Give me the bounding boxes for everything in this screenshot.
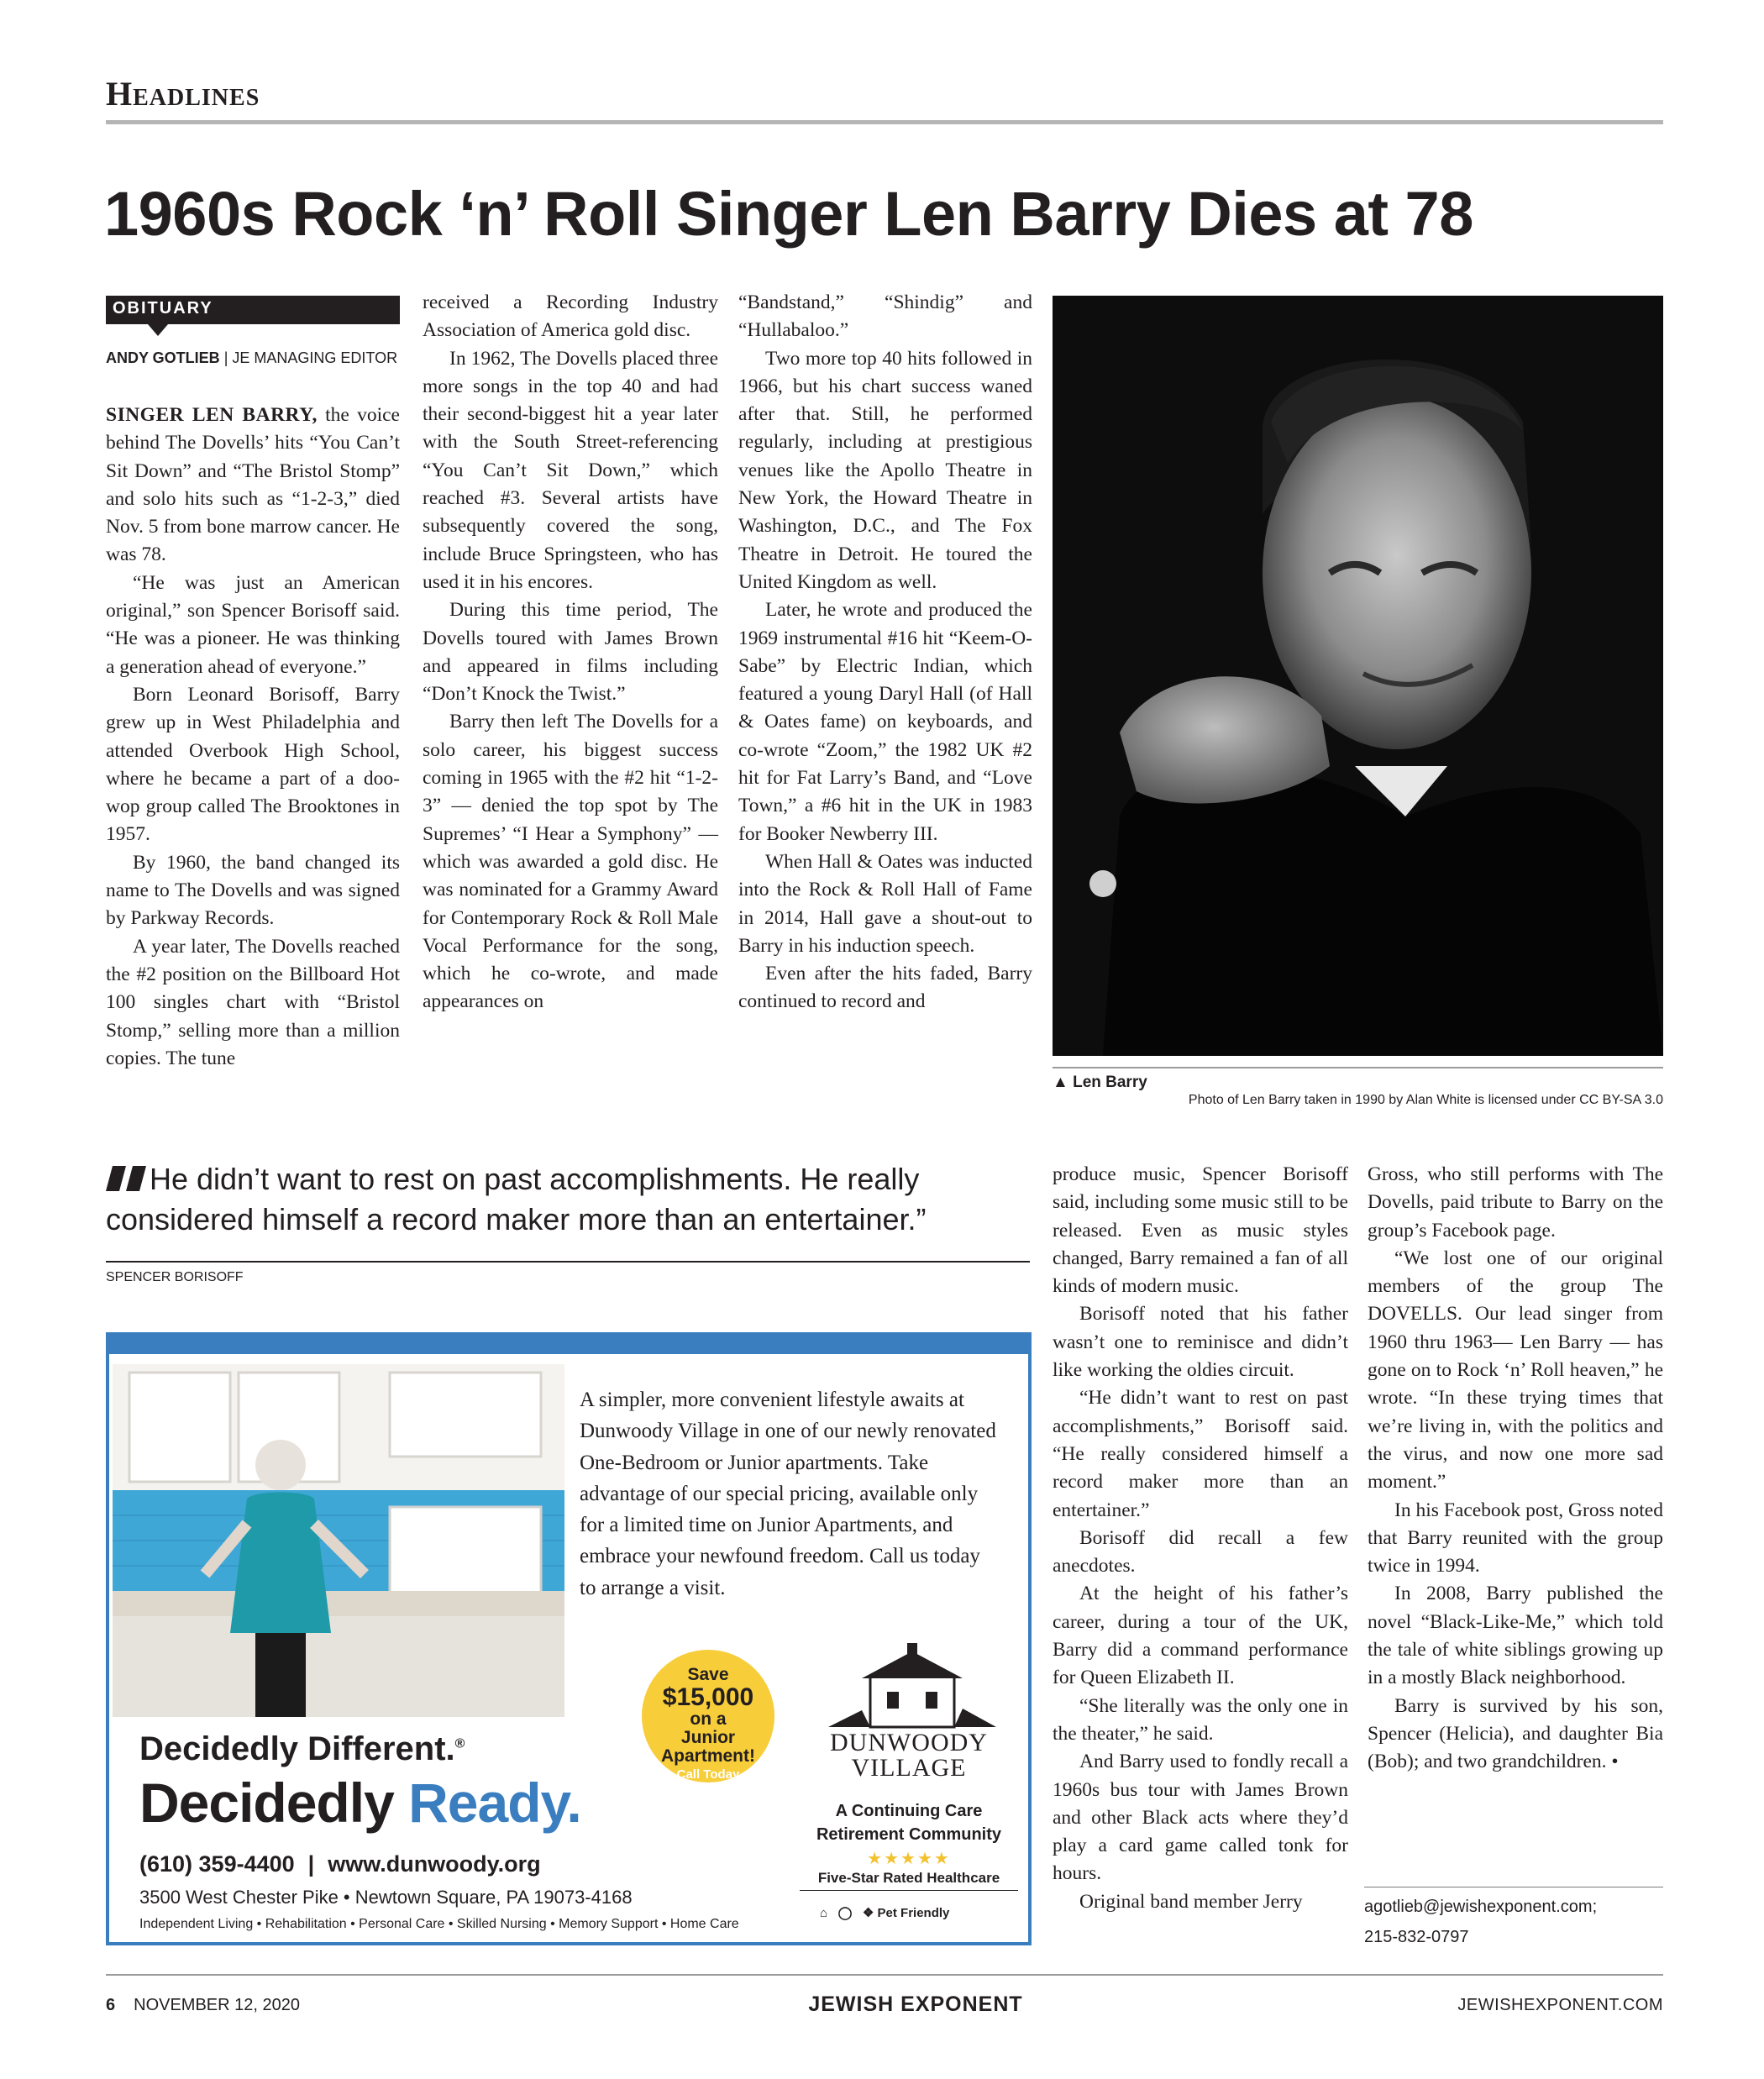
- byline-author: ANDY GOTLIEB: [106, 349, 220, 366]
- ad-phone[interactable]: (610) 359-4400: [139, 1851, 295, 1877]
- ad-body-copy: A simpler, more convenient lifestyle awaits at Dunwoody Village in one of our newly renovated One-Bedroom or Junior apartments. Take advantage of our special pricing, available only for a limited time on Junior Apartments, and embrace your newfound freedom. Call us today to arrange a visit.: [580, 1389, 996, 1599]
- paragraph: At the height of his father’s career, during a tour of the UK, Barry did a command performance for Queen Elizabeth II.: [1053, 1583, 1348, 1689]
- article-column-4: [1053, 1161, 1348, 1916]
- footer-page-date: [106, 1996, 300, 2015]
- paragraph: In 2008, Barry published the novel “Black-Like-Me,” which told the tale of white siblings growing up in a mostly Black neighborhood.: [1368, 1583, 1663, 1689]
- ad-tagline-ready: Decidedly Ready.: [139, 1772, 581, 1834]
- pull-quote-text: He didn’t want to rest on past accomplishments. He really considered himself a record maker more than an entertainer.”: [106, 1162, 927, 1236]
- page-number: 6: [106, 1996, 116, 2014]
- len-barry-photo: [1053, 296, 1663, 1056]
- dunwoody-advertisement[interactable]: [106, 1332, 1032, 1945]
- ad-badges: [820, 1905, 949, 1920]
- housing-icon: ⌂: [820, 1906, 828, 1920]
- dunwoody-logo-text: DUNWOODY VILLAGE: [830, 1729, 988, 1782]
- ad-top-band: [109, 1336, 1028, 1354]
- publication-name: JEWISH EXPONENT: [808, 1992, 1023, 2016]
- photo-credit: Photo of Len Barry taken in 1990 by Alan White is licensed under CC BY-SA 3.0: [1188, 1093, 1663, 1107]
- paragraph-continued: received a Recording Industry Association of America gold disc.: [423, 291, 718, 342]
- author-phone: 215-832-0797: [1364, 1928, 1469, 1946]
- byline: ANDY GOTLIEB | JE MANAGING EDITOR: [106, 349, 398, 366]
- ad-website-link[interactable]: www.dunwoody.org: [328, 1851, 541, 1877]
- savings-badge[interactable]: [642, 1650, 774, 1782]
- pull-quote: [106, 1159, 1030, 1240]
- quality-first-icon: ◯: [837, 1906, 853, 1920]
- five-star-icon: ★★★★★: [867, 1850, 951, 1868]
- paragraph: Borisoff noted that his father wasn’t one to reminisce and didn’t like working the oldies circuit.: [1053, 1303, 1348, 1382]
- photo-rule: [1053, 1067, 1663, 1068]
- pet-friendly-label: Pet Friendly: [877, 1906, 950, 1920]
- paragraph: “He was just an American original,” son Spencer Borisoff said. “He was a pioneer. He was thinking a generation ahead of everyone.”: [106, 571, 400, 678]
- paragraph: During this time period, The Dovells toured with James Brown and appeared in films including “Don’t Knock the Twist.”: [423, 599, 718, 706]
- photo-caption: ▲ Len Barry: [1053, 1074, 1147, 1091]
- section-rule: [106, 120, 1663, 124]
- paragraph: “She literally was the only one in the theater,” he said.: [1053, 1694, 1348, 1745]
- tag-notch: [148, 324, 168, 336]
- byline-title: JE MANAGING EDITOR: [232, 349, 398, 366]
- paragraph: When Hall & Oates was inducted into the Rock & Roll Hall of Fame in 2014, Hall gave a shout-out to Barry in his induction speech.: [738, 850, 1032, 957]
- ad-contact-line: [139, 1851, 541, 1877]
- article-column-1: [106, 402, 400, 1073]
- paragraph: Two more top 40 hits followed in 1966, but his chart success waned after that. Still, he performed regularly, including at prestigious venues like the Apollo Theatre in New York, the Howard Theatre in Washington, D.C., and The Fox Theatre in Detroit. He toured the United Kingdom as well.: [738, 347, 1032, 593]
- badge-on-a: on a: [690, 1709, 727, 1729]
- paragraph: Even after the hits faded, Barry continued to record and: [738, 963, 1032, 1013]
- publication-website[interactable]: JEWISHEXPONENT.COM: [1457, 1996, 1663, 2014]
- author-email[interactable]: agotlieb@jewishexponent.com;: [1364, 1898, 1598, 1916]
- badge-junior: Junior: [680, 1728, 736, 1747]
- badge-save: Save: [687, 1665, 729, 1684]
- author-contact: [1364, 1892, 1597, 1952]
- paragraph: “He didn’t want to rest on past accomplishments,” Borisoff said. “He really considered himself a record maker more than an entertainer.”: [1053, 1387, 1348, 1521]
- paragraph: And Barry used to fondly recall a 1960s bus tour with James Brown and other Black acts where they’d play a card game called tonk for hours.: [1053, 1751, 1348, 1885]
- badge-call-today: Call Today: [676, 1767, 740, 1782]
- paragraph-continued: Gross, who still performs with The Dovells, paid tribute to Barry on the group’s Facebook page.: [1368, 1163, 1663, 1242]
- paragraph: Barry is survived by his son, Spencer (Helicia), and daughter Bia (Bob); and two grandchildren. •: [1368, 1694, 1663, 1773]
- lead-caps: SINGER LEN BARRY,: [106, 404, 318, 426]
- pet-paw-icon: ❖: [862, 1906, 874, 1920]
- paragraph-continued: produce music, Spencer Borisoff said, including some music still to be released. Even as music styles changed, Barry remained a fan of all kinds of modern music.: [1053, 1163, 1348, 1298]
- ad-services: Independent Living • Rehabilitation • Personal Care • Skilled Nursing • Memory Support • Home Care: [139, 1917, 739, 1931]
- ad-divider: |: [307, 1851, 315, 1877]
- ad-rating: Five-Star Rated Healthcare: [800, 1870, 1018, 1891]
- registered-mark: ®: [454, 1736, 465, 1751]
- pull-quote-rule: [106, 1261, 1030, 1263]
- end-mark: •: [1611, 1751, 1619, 1773]
- ad-tagline-different: Decidedly Different.®: [139, 1730, 465, 1767]
- paragraph: “We lost one of our original members of the group The DOVELLS. Our lead singer from 1960 thru 1963— Len Barry — has gone on to Rock ‘n’ Roll heaven,” he wrote. “In these trying times that we’re living in, with the politics and the virus, and now one more sad moment.”: [1368, 1247, 1663, 1494]
- article-column-3: [738, 289, 1032, 1016]
- paragraph: In his Facebook post, Gross noted that Barry reunited with the group twice in 1994.: [1368, 1499, 1663, 1578]
- ad-kitchen-photo: [113, 1364, 564, 1717]
- ad-community-type: A Continuing Care Retirement Community: [816, 1802, 1002, 1844]
- badge-apartment: Apartment!: [660, 1746, 755, 1766]
- kitchen-illustration: [113, 1364, 564, 1717]
- lead-text: the voice behind The Dovells’ hits “You Can’t Sit Down” and “The Bristol Stomp” and solo hits such as “1-2-3,” died Nov. 5 from bone marrow cancer. He was 78.: [106, 404, 400, 566]
- paragraph: Born Leonard Borisoff, Barry grew up in West Philadelphia and attended Overbook High School, where he became a part of a doo-wop group called The Brooktones in 1957.: [106, 683, 400, 846]
- footer-rule: [106, 1974, 1663, 1976]
- portrait-illustration: [1053, 296, 1663, 1056]
- paragraph-continued: “Bandstand,” “Shindig” and “Hullabaloo.”: [738, 291, 1032, 342]
- section-label: Headlines: [106, 75, 260, 113]
- paragraph: In 1962, The Dovells placed three more songs in the top 40 and had their second-biggest hit a year later with the South Street-referencing “You Can’t Sit Down,” which reached #3. Several artists have subsequently covered the song, include Bruce Springsteen, who has used it in his encores.: [423, 347, 718, 593]
- headline: 1960s Rock ‘n’ Roll Singer Len Barry Dies at 78: [104, 179, 1473, 249]
- obituary-tag: OBITUARY: [106, 296, 400, 324]
- lead-paragraph: [106, 402, 400, 570]
- badge-amount: $15,000: [662, 1683, 754, 1711]
- paragraph: Barry then left The Dovells for a solo career, his biggest success coming in 1965 with the #2 hit “1-2-3” — denied the top spot by The Supremes’ “I Hear a Symphony” — which was awarded a gold disc. He was nominated for a Grammy Award for Contemporary Rock & Roll Male Vocal Performance for the song, which he co-wrote, and made appearances on: [423, 711, 718, 1013]
- dunwoody-building-icon: [811, 1643, 1013, 1735]
- issue-date: NOVEMBER 12, 2020: [134, 1996, 300, 2014]
- paragraph: Later, he wrote and produced the 1969 instrumental #16 hit “Keem-O-Sabe” by Electric Indian, which featured a young Daryl Hall (of Hall & Oates fame) on keyboards, and co-wrote “Zoom,” the 1982 UK #2 hit for Fat Larry’s Band, and “Love Town,” a #6 hit in the UK in 1983 for Booker Newberry III.: [738, 599, 1032, 845]
- paragraph: Original band member Jerry: [1079, 1890, 1303, 1913]
- pull-quote-attribution: SPENCER BORISOFF: [106, 1270, 244, 1284]
- paragraph: Borisoff did recall a few anecdotes.: [1053, 1526, 1348, 1578]
- paragraph: By 1960, the band changed its name to The Dovells and was signed by Parkway Records.: [106, 851, 400, 930]
- article-column-5: [1368, 1161, 1663, 1777]
- ad-address: 3500 West Chester Pike • Newtown Square, PA 19073-4168: [139, 1887, 633, 1908]
- article-column-2: [423, 289, 718, 1016]
- paragraph: A year later, The Dovells reached the #2 position on the Billboard Hot 100 singles chart with “Bristol Stomp,” selling more than a million copies. The tune: [106, 935, 400, 1069]
